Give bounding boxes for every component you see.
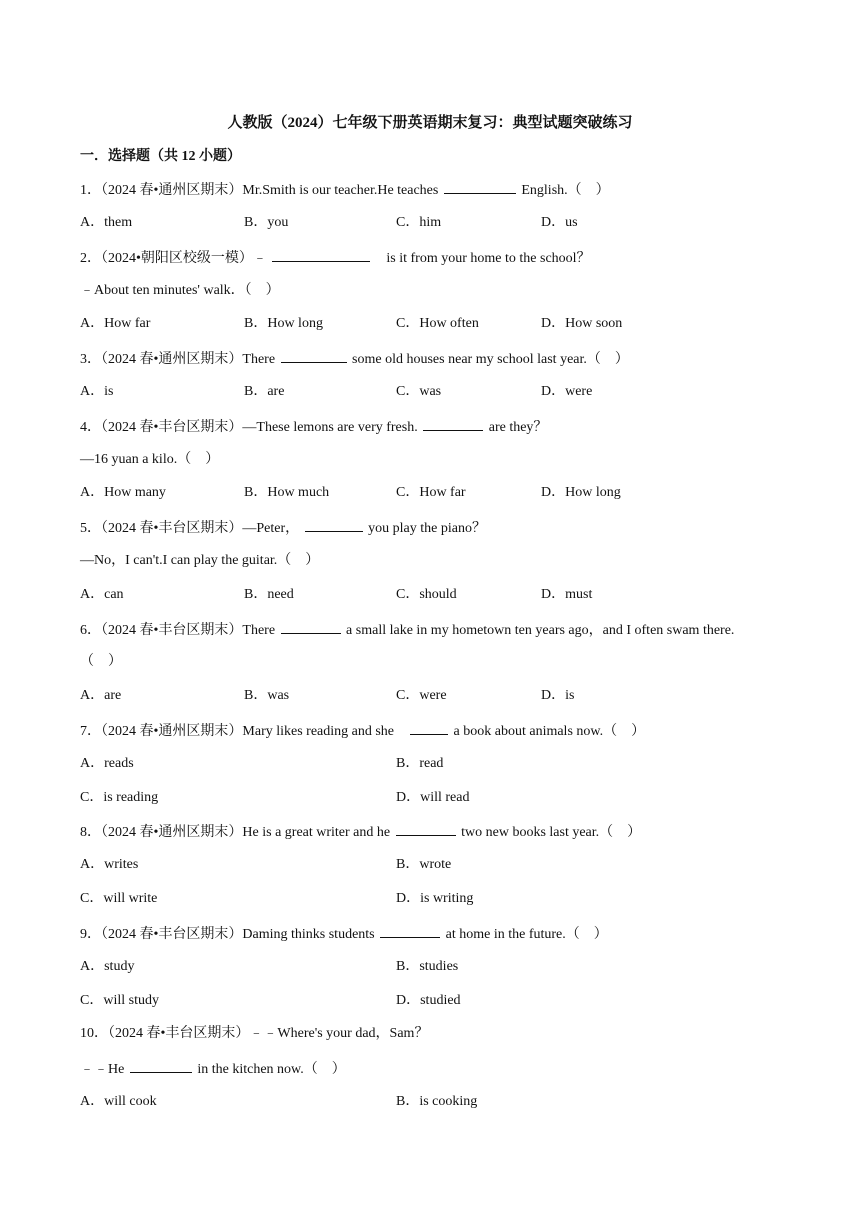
question-text: are they？ — [485, 420, 548, 435]
question-2-option[interactable]: B．How long — [244, 316, 323, 331]
question-1-option[interactable]: A．them — [80, 215, 133, 230]
question-text: a small lake in my hometown ten years ago，and I often swam there. — [342, 623, 735, 638]
question-3-option[interactable]: C．was — [396, 384, 442, 399]
question-1-option[interactable]: C．him — [396, 215, 442, 230]
question-1-option[interactable]: D．us — [541, 215, 578, 230]
question-7-option[interactable]: A．reads — [80, 756, 134, 771]
question-1-option[interactable]: B．you — [244, 215, 289, 230]
question-2-line — [80, 247, 591, 269]
question-4-option[interactable]: C．How far — [396, 485, 466, 500]
question-7-option[interactable]: D．will read — [396, 790, 470, 805]
question-4-option[interactable]: A．How many — [80, 485, 166, 500]
question-3-line — [80, 348, 629, 370]
question-text: in the kitchen now.（ ） — [193, 1062, 346, 1077]
question-4-option[interactable]: B．How much — [244, 485, 330, 500]
question-9-option[interactable]: A．study — [80, 959, 135, 974]
question-text: 9．（2024 春•丰台区期末）Daming thinks students — [80, 927, 379, 942]
question-text: some old houses near my school last year.（ ） — [348, 352, 629, 367]
question-5-line — [80, 517, 486, 539]
question-9-option[interactable]: D．studied — [396, 993, 461, 1008]
question-7-line — [80, 720, 645, 742]
question-8-option[interactable]: A．writes — [80, 857, 139, 872]
question-8-line — [80, 821, 641, 843]
question-7-option[interactable]: C．is reading — [80, 790, 159, 805]
question-5-option[interactable]: A．can — [80, 587, 124, 602]
answer-blank — [130, 1058, 192, 1073]
answer-blank — [410, 720, 448, 735]
question-7-option[interactable]: B．read — [396, 756, 444, 771]
question-10-line — [80, 1058, 346, 1080]
question-5-option[interactable]: C．should — [396, 587, 457, 602]
question-6-line — [80, 619, 734, 641]
question-text: is it from your home to the school？ — [372, 251, 591, 266]
question-text: 1．（2024 春•通州区期末）Mr.Smith is our teacher.He teaches — [80, 183, 442, 198]
question-9-line — [80, 923, 608, 945]
answer-blank — [281, 619, 341, 634]
question-3-option[interactable]: B．are — [244, 384, 285, 399]
answer-blank — [396, 821, 456, 836]
question-4-line: —16 yuan a kilo.（ ） — [80, 452, 220, 467]
question-text: 5．（2024 春•丰台区期末）—Peter， — [80, 521, 303, 536]
answer-blank — [281, 348, 347, 363]
question-10-option[interactable]: A．will cook — [80, 1094, 157, 1109]
answer-blank — [444, 179, 516, 194]
question-6-option[interactable]: B．was — [244, 688, 290, 703]
question-8-option[interactable]: C．will write — [80, 891, 158, 906]
question-8-option[interactable]: D．is writing — [396, 891, 474, 906]
question-5-line: —No，I can't.I can play the guitar.（ ） — [80, 553, 320, 568]
answer-blank — [305, 517, 363, 532]
answer-blank — [423, 416, 483, 431]
question-5-option[interactable]: B．need — [244, 587, 294, 602]
question-text: 6．（2024 春•丰台区期末）There — [80, 623, 279, 638]
question-text: 8．（2024 春•通州区期末）He is a great writer and he — [80, 825, 394, 840]
page-title: 人教版（2024）七年级下册英语期末复习：典型试题突破练习 — [227, 115, 633, 131]
question-text: 3．（2024 春•通州区期末）There — [80, 352, 279, 367]
section-heading: 一．选择题（共 12 小题） — [80, 149, 241, 164]
question-3-option[interactable]: D．were — [541, 384, 593, 399]
question-8-option[interactable]: B．wrote — [396, 857, 452, 872]
question-text: a book about animals now.（ ） — [450, 724, 646, 739]
question-4-option[interactable]: D．How long — [541, 485, 621, 500]
question-text: 7．（2024 春•通州区期末）Mary likes reading and she — [80, 724, 409, 739]
question-text: at home in the future.（ ） — [442, 927, 608, 942]
question-text: English.（ ） — [517, 183, 610, 198]
question-6-line: （ ） — [80, 654, 122, 669]
question-9-option[interactable]: C．will study — [80, 993, 159, 1008]
question-4-line — [80, 416, 547, 438]
question-text: 2．（2024•朝阳区校级一模）﹣ — [80, 251, 271, 266]
question-text: two new books last year.（ ） — [457, 825, 642, 840]
question-5-option[interactable]: D．must — [541, 587, 593, 602]
question-2-option[interactable]: D．How soon — [541, 316, 623, 331]
question-10-line: 10．（2024 春•丰台区期末）﹣﹣Where's your dad，Sam？ — [80, 1026, 429, 1041]
question-text: you play the piano？ — [364, 521, 486, 536]
question-3-option[interactable]: A．is — [80, 384, 114, 399]
question-6-option[interactable]: C．were — [396, 688, 447, 703]
question-text: ﹣﹣He — [80, 1062, 128, 1077]
question-1-line — [80, 179, 610, 201]
question-10-option[interactable]: B．is cooking — [396, 1094, 478, 1109]
question-6-option[interactable]: A．are — [80, 688, 122, 703]
question-2-option[interactable]: C．How often — [396, 316, 479, 331]
question-text: 4．（2024 春•丰台区期末）—These lemons are very fresh. — [80, 420, 422, 435]
question-2-option[interactable]: A．How far — [80, 316, 151, 331]
answer-blank — [272, 247, 370, 262]
answer-blank — [380, 923, 440, 938]
question-6-option[interactable]: D．is — [541, 688, 575, 703]
question-9-option[interactable]: B．studies — [396, 959, 459, 974]
question-2-line: ﹣About ten minutes' walk．（ ） — [80, 283, 280, 298]
